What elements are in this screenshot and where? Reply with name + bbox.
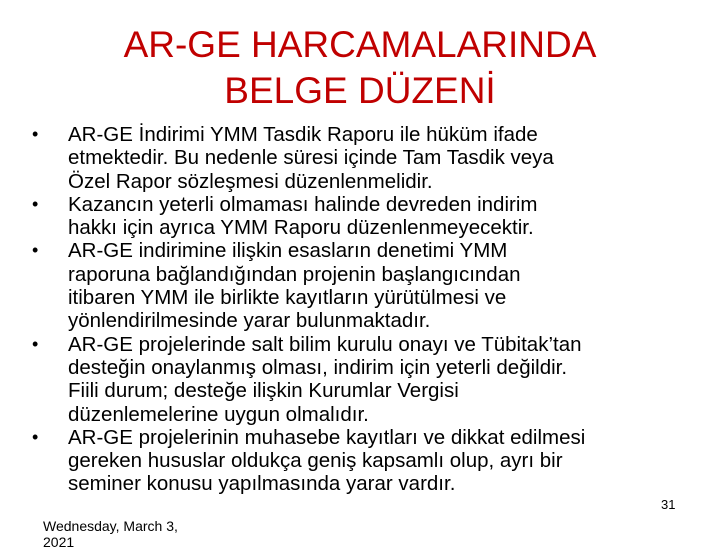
bullet-icon: • (32, 333, 39, 354)
footer-date-line-1: Wednesday, March 3, (43, 518, 178, 534)
footer-date (43, 518, 203, 550)
bullet-text-line: düzenlemelerine uygun olmalıdır. (68, 402, 369, 426)
bullet-text-line: AR-GE projelerinin muhasebe kayıtları ve dikkat edilmesi (68, 425, 586, 449)
bullet-text-line: AR-GE İndirimi YMM Tasdik Raporu ile hüküm ifade (68, 123, 538, 146)
bullet-item-5 (30, 426, 698, 496)
bullet-item-2 (30, 193, 698, 240)
bullet-text-line: Kazancın yeterli olmaması halinde devreden indirim (68, 192, 538, 216)
slide-number: 31 (661, 497, 676, 512)
bullet-item-1 (30, 123, 698, 193)
bullet-text-line: seminer konusu yapılmasında yarar vardır. (68, 472, 456, 496)
slide-title-line-1: AR-GE HARCAMALARINDA (123, 24, 597, 65)
bullet-text-line: raporuna bağlandığından projenin başlangıcından (68, 262, 521, 286)
bullet-list (30, 123, 698, 496)
bullet-icon: • (32, 124, 39, 144)
bullet-item-4 (30, 333, 698, 426)
bullet-text-line: Fiili durum; desteğe ilişkin Kurumlar Vergisi (68, 379, 459, 403)
slide-title-line-2: BELGE DÜZENİ (224, 70, 496, 111)
bullet-text-line: yönlendirilmesinde yarar bulunmaktadır. (68, 309, 431, 333)
bullet-item-3 (30, 239, 698, 332)
slide-title (60, 22, 660, 114)
bullet-text-line: Özel Rapor sözleşmesi düzenlenmelidir. (68, 169, 433, 193)
bullet-text-line: AR-GE projelerinde salt bilim kurulu onayı ve Tübitak’tan (68, 332, 582, 356)
bullet-text-line: AR-GE indirimine ilişkin esasların denetimi YMM (68, 239, 508, 263)
bullet-text-line: itibaren YMM ile birlikte kayıtların yürütülmesi ve (68, 286, 507, 310)
bullet-icon: • (32, 193, 39, 214)
footer-date-line-2: 2021 (43, 534, 75, 550)
bullet-text-line: desteğin onaylanmış olması, indirim için yeterli değildir. (68, 355, 568, 379)
bullet-icon: • (32, 240, 39, 261)
bullet-icon: • (32, 426, 39, 447)
bullet-text-line: etmektedir. Bu nedenle süresi içinde Tam Tasdik veya (68, 146, 554, 170)
bullet-text-line: gereken hususlar oldukça geniş kapsamlı olup, ayrı bir (68, 449, 563, 473)
bullet-text-line: hakkı için ayrıca YMM Raporu düzenlenmeyecektir. (68, 216, 534, 240)
